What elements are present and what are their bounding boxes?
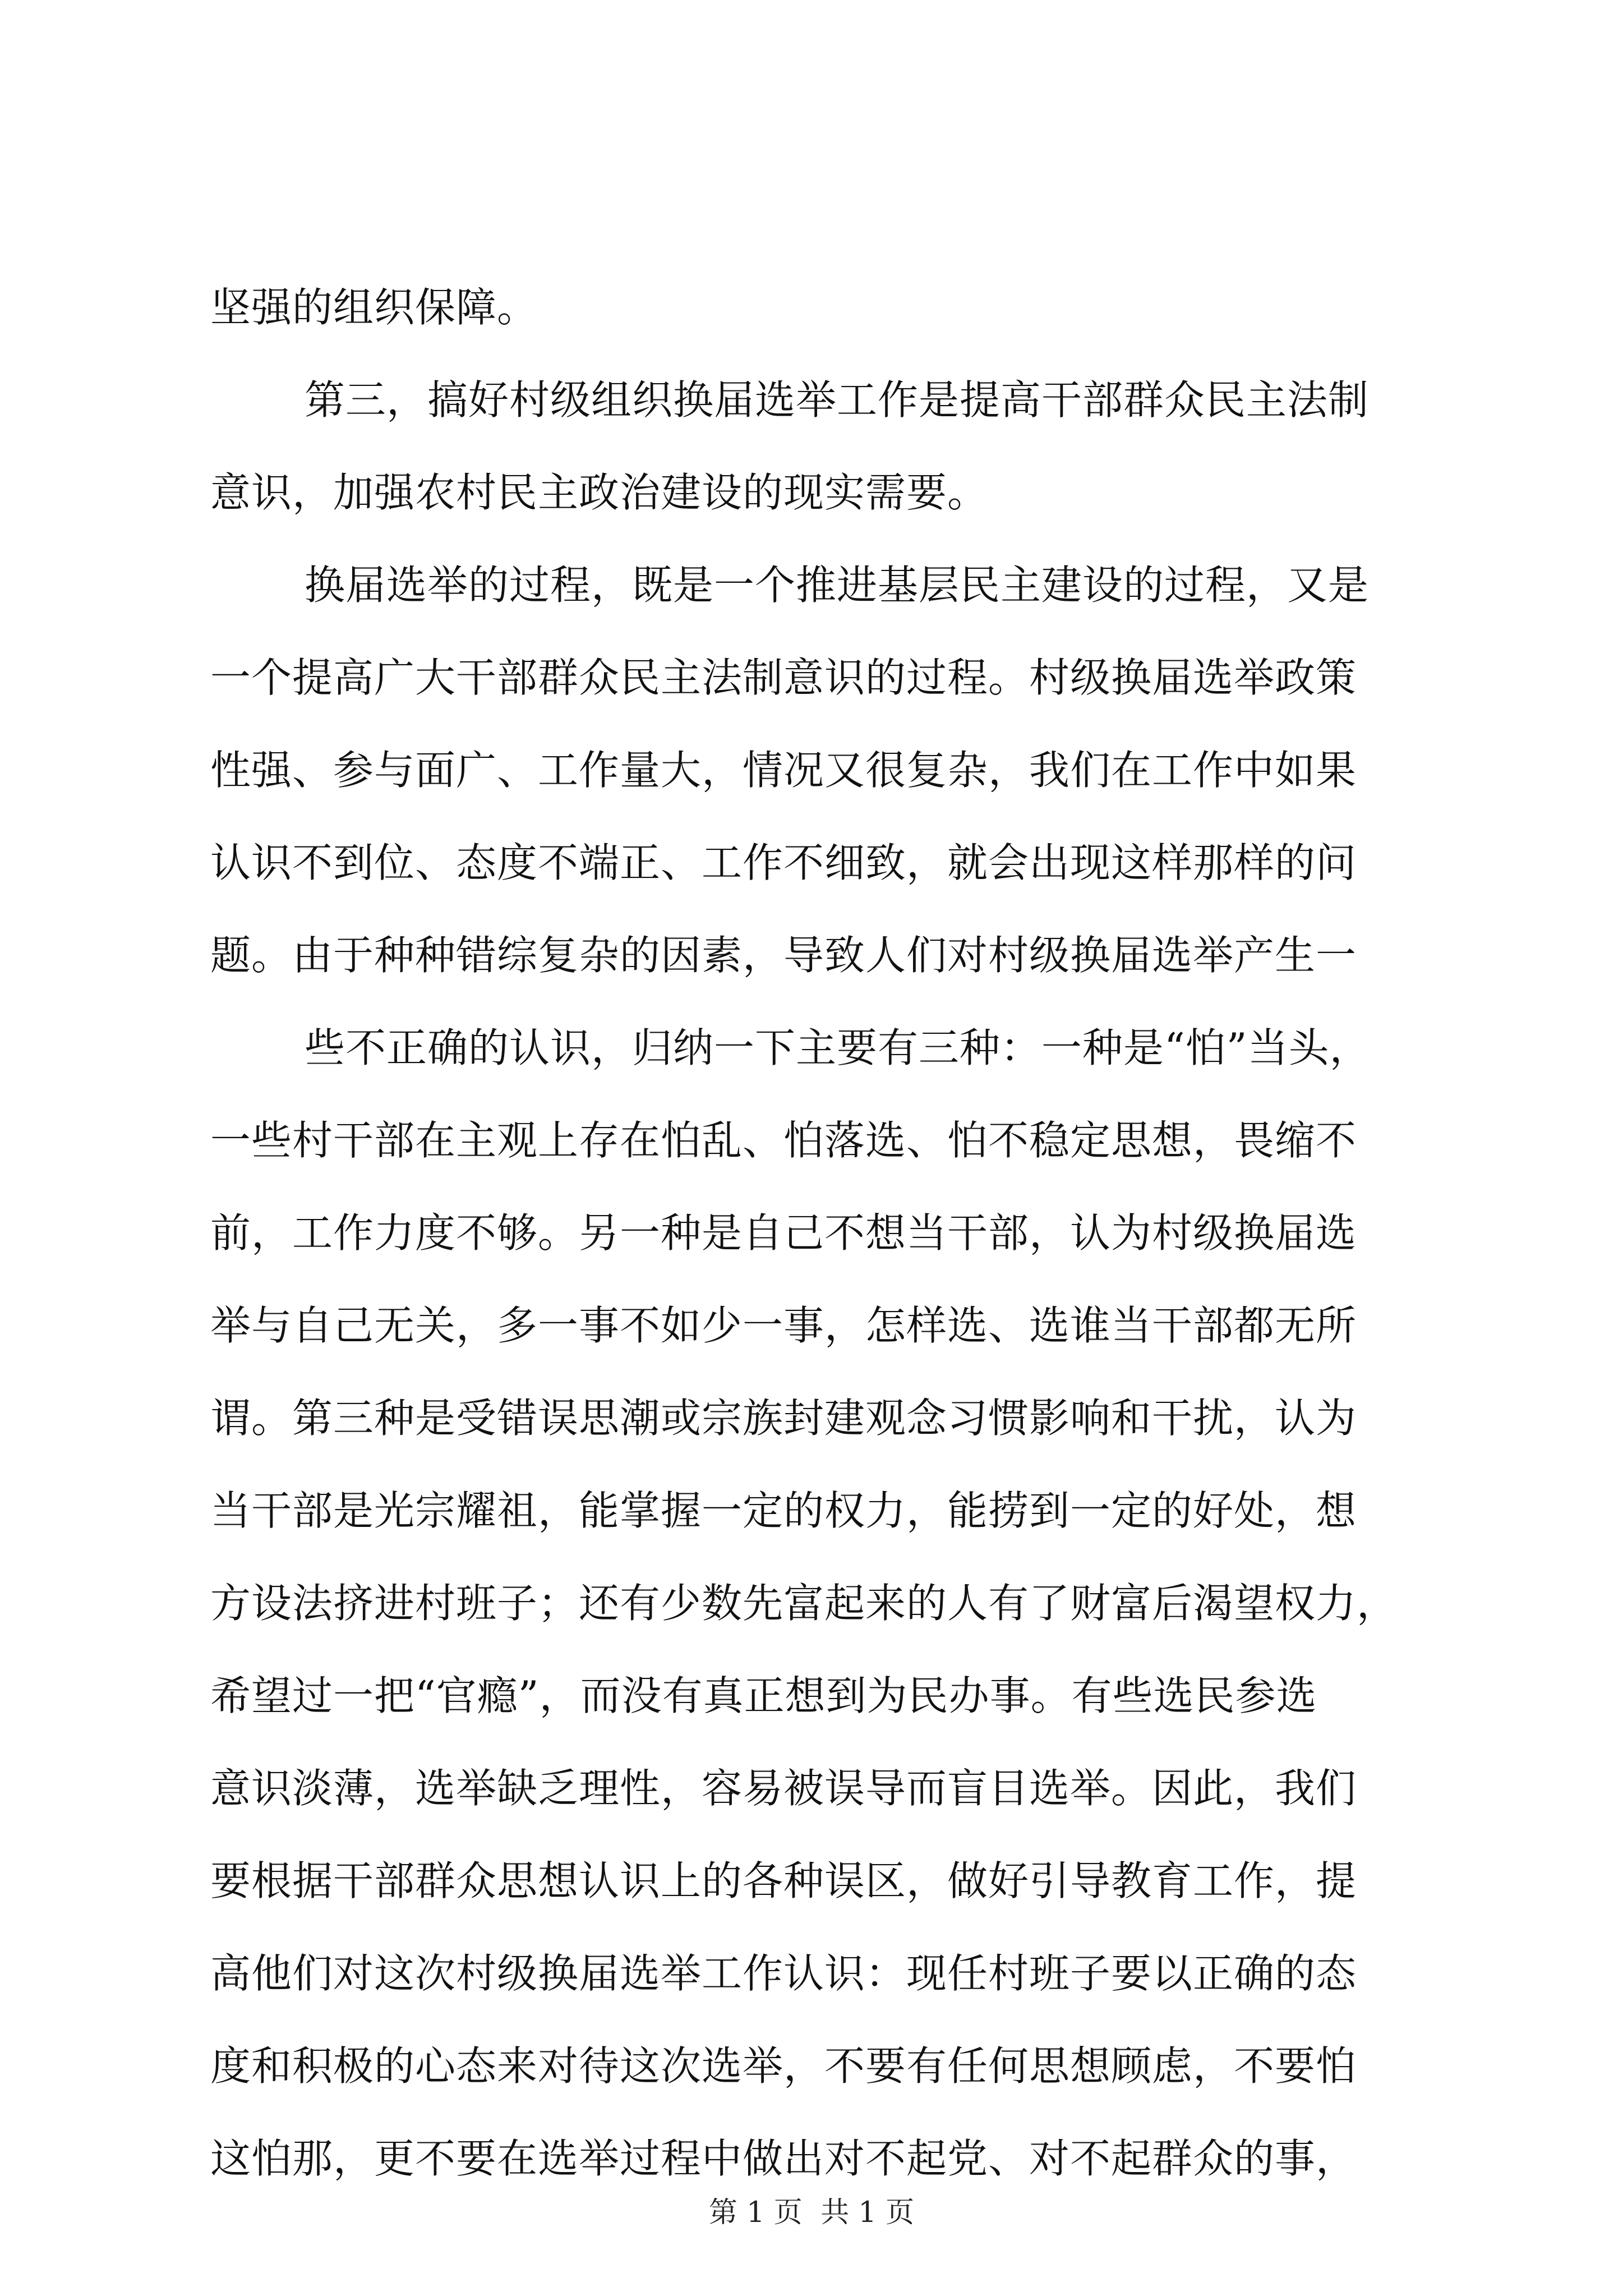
page-footer: 第 1 页 共 1 页 — [708, 2196, 915, 2229]
paragraph-start-line: 换届选举的过程，既是一个推进基层民主建设的过程，又是 — [305, 562, 1370, 609]
text-line: 一些村干部在主观上存在怕乱、怕落选、怕不稳定思想，畏缩不 — [210, 1117, 1357, 1164]
text-line: 意识，加强农村民主政治建设的现实需要。 — [210, 469, 989, 516]
text-line: 一个提高广大干部群众民主法制意识的过程。村级换届选举政策 — [210, 654, 1357, 701]
text-line: 坚强的组织保障。 — [210, 284, 538, 331]
text-line: 高他们对这次村级换届选举工作认识：现任村班子要以正确的态 — [210, 1950, 1357, 1997]
text-line: 意识淡薄，选举缺乏理性，容易被误导而盲目选举。因此，我们 — [210, 1765, 1357, 1812]
text-line: 前，工作力度不够。另一种是自己不想当干部，认为村级换届选 — [210, 1209, 1357, 1257]
text-line: 希望过一把“官瘾”，而没有真正想到为民办事。有些选民参选 — [210, 1672, 1317, 1719]
text-line: 举与自己无关，多一事不如少一事，怎样选、选谁当干部都无所 — [210, 1302, 1357, 1349]
text-line: 谓。第三种是受错误思潮或宗族封建观念习惯影响和干扰，认为 — [210, 1395, 1357, 1442]
paragraph-start-line: 些不正确的认识，归纳一下主要有三种：一种是“怕”当头， — [305, 1024, 1371, 1071]
text-line: 这怕那，更不要在选举过程中做出对不起党、对不起群众的事， — [210, 2135, 1357, 2182]
text-line: 当干部是光宗耀祖，能掌握一定的权力，能捞到一定的好处，想 — [210, 1487, 1357, 1534]
text-line: 题。由于种种错综复杂的因素，导致人们对村级换届选举产生一 — [210, 932, 1357, 979]
paragraph-start-line: 第三，搞好村级组织换届选举工作是提高干部群众民主法制 — [305, 376, 1370, 424]
text-line: 性强、参与面广、工作量大，情况又很复杂，我们在工作中如果 — [210, 747, 1357, 794]
text-line: 认识不到位、态度不端正、工作不细致，就会出现这样那样的问 — [210, 839, 1357, 886]
text-line: 要根据干部群众思想认识上的各种误区，做好引导教育工作，提 — [210, 1857, 1357, 1904]
text-line: 度和积极的心态来对待这次选举，不要有任何思想顾虑，不要怕 — [210, 2042, 1357, 2090]
text-line: 方设法挤进村班子；还有少数先富起来的人有了财富后渴望权力， — [210, 1580, 1398, 1627]
